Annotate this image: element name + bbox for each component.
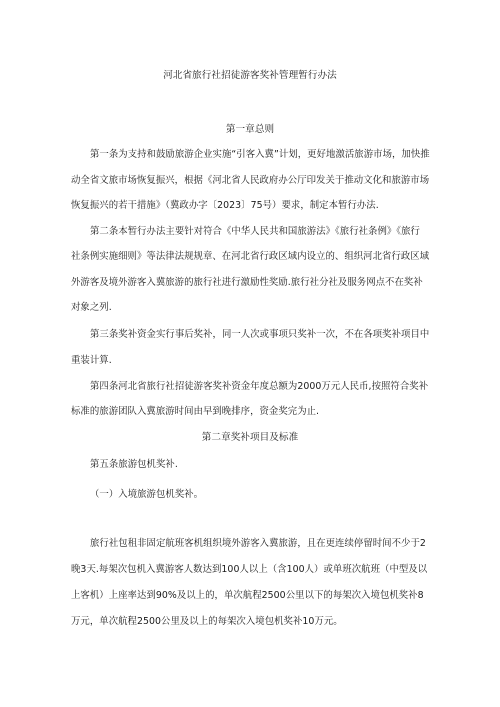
- article-1-line-1: 第一条为支持和鼓励旅游企业实施“引客入冀”计划，更好地激活旅游市场，加快推: [90, 149, 430, 160]
- article-4-line-2: 标准的旅游团队入冀旅游时间由早到晚排序，资金奖完为止.: [71, 406, 320, 417]
- article-4-line-1: 第四条河北省旅行社招徒游客奖补资金年度总额为2000万元人民币,按照符合奖补: [90, 381, 429, 392]
- section-1-heading: （一）入境旅游包机奖补。: [90, 489, 204, 500]
- article-2-line-4: 对象之列.: [71, 302, 112, 313]
- section-1-line-4: 万元，单次航程2500公里及以上的每架次入境包机奖补10万元。: [71, 616, 343, 627]
- article-5: 第五条旅游包机奖补.: [90, 459, 178, 470]
- chapter-1-heading: 第一章总则: [225, 124, 275, 135]
- article-2-line-1: 第二条本暂行办法主要针对符合《中华人民共和国旅游法》《旅行社条例》《旅行: [90, 226, 420, 237]
- article-3-line-1: 第三条奖补资金实行事后奖补，同一人次或事项只奖补一次，不在各项奖补项目中: [90, 329, 430, 340]
- article-2-line-2: 社条例实施细则》等法律法规规章、在河北省行政区域内设立的、组织河北省行政区域: [71, 251, 430, 262]
- article-2-line-3: 外游客及境外游客入冀旅游的旅行社进行激励性奖励.旅行社分社及服务网点不在奖补: [71, 277, 423, 288]
- article-1-line-2: 动全省文旅市场恢复振兴，根据《河北省人民政府办公厅印发关于推动文化和旅游市场: [71, 175, 430, 186]
- section-1-line-3: 上客机）上座率达到90%及以上的，单次航程2500公里以下的每架次入境包机奖补8: [71, 590, 424, 601]
- document-title: 河北省旅行社招徒游客奖补管理暂行办法: [163, 70, 337, 81]
- section-1-line-1: 旅行社包租非固定航班客机组织境外游客入冀旅游，且在更连续停留时间不少于2: [90, 538, 426, 549]
- section-1-line-2: 晚3天.每架次包机入冀游客人数达到100人以上（含100人）或单班次航班（中型及以: [71, 564, 428, 575]
- chapter-2-heading: 第二章奖补项目及标准: [201, 432, 299, 443]
- article-3-line-2: 重装计算.: [71, 355, 112, 366]
- article-1-line-3: 恢复振兴的若干措施》（冀政办字〔2023〕75号）要求，制定本暂行办法.: [71, 200, 379, 211]
